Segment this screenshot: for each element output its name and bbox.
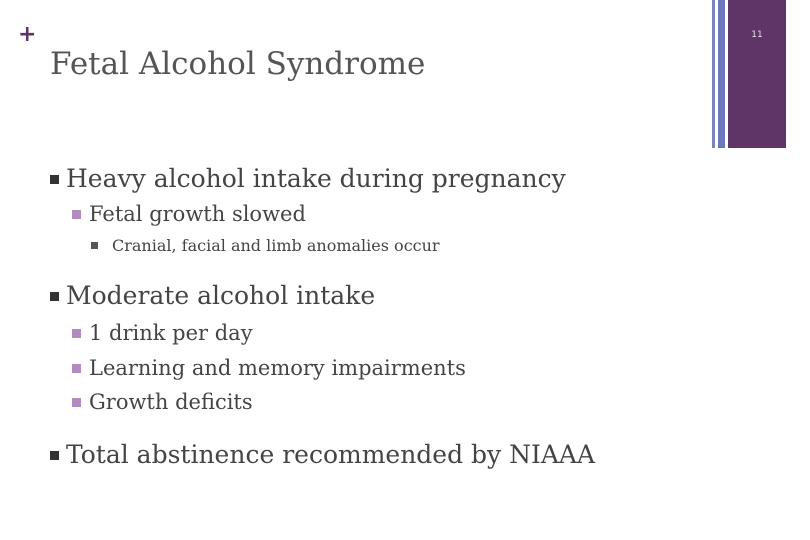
bullet-anomalies	[91, 236, 440, 256]
bullet-heavy	[50, 164, 566, 194]
bullet-growth	[72, 389, 253, 415]
bullet-text: Cranial, facial and limb anomalies occur	[112, 236, 440, 255]
bullet-learning	[72, 355, 466, 381]
bullet-one-drink	[72, 320, 253, 346]
decorative-bar-mid	[718, 0, 725, 148]
bullet-abstinence	[50, 440, 595, 470]
bullet-marker	[72, 210, 81, 219]
bullet-text: Moderate alcohol intake	[66, 281, 376, 310]
plus-icon: +	[18, 22, 37, 47]
bullet-marker	[50, 292, 59, 301]
bullet-fetal-growth	[72, 201, 306, 227]
bullet-marker	[50, 175, 59, 184]
bullet-text: Growth deficits	[89, 390, 253, 414]
decorative-bar-thin	[712, 0, 715, 148]
bullet-marker	[72, 329, 81, 338]
bullet-marker	[50, 451, 59, 460]
bullet-marker	[91, 242, 98, 249]
bullet-text: Fetal growth slowed	[89, 202, 306, 226]
decorative-bar-wide	[728, 0, 786, 148]
bullet-text: Total abstinence recommended by NIAAA	[66, 440, 596, 469]
bullet-text: 1 drink per day	[89, 321, 253, 345]
page-number: 11	[751, 30, 763, 40]
slide-title: Fetal Alcohol Syndrome	[50, 46, 426, 82]
bullet-text: Learning and memory impairments	[89, 356, 466, 380]
bullet-marker	[72, 398, 81, 407]
bullet-text: Heavy alcohol intake during pregnancy	[66, 164, 566, 193]
bullet-moderate	[50, 281, 375, 311]
bullet-marker	[72, 364, 81, 373]
